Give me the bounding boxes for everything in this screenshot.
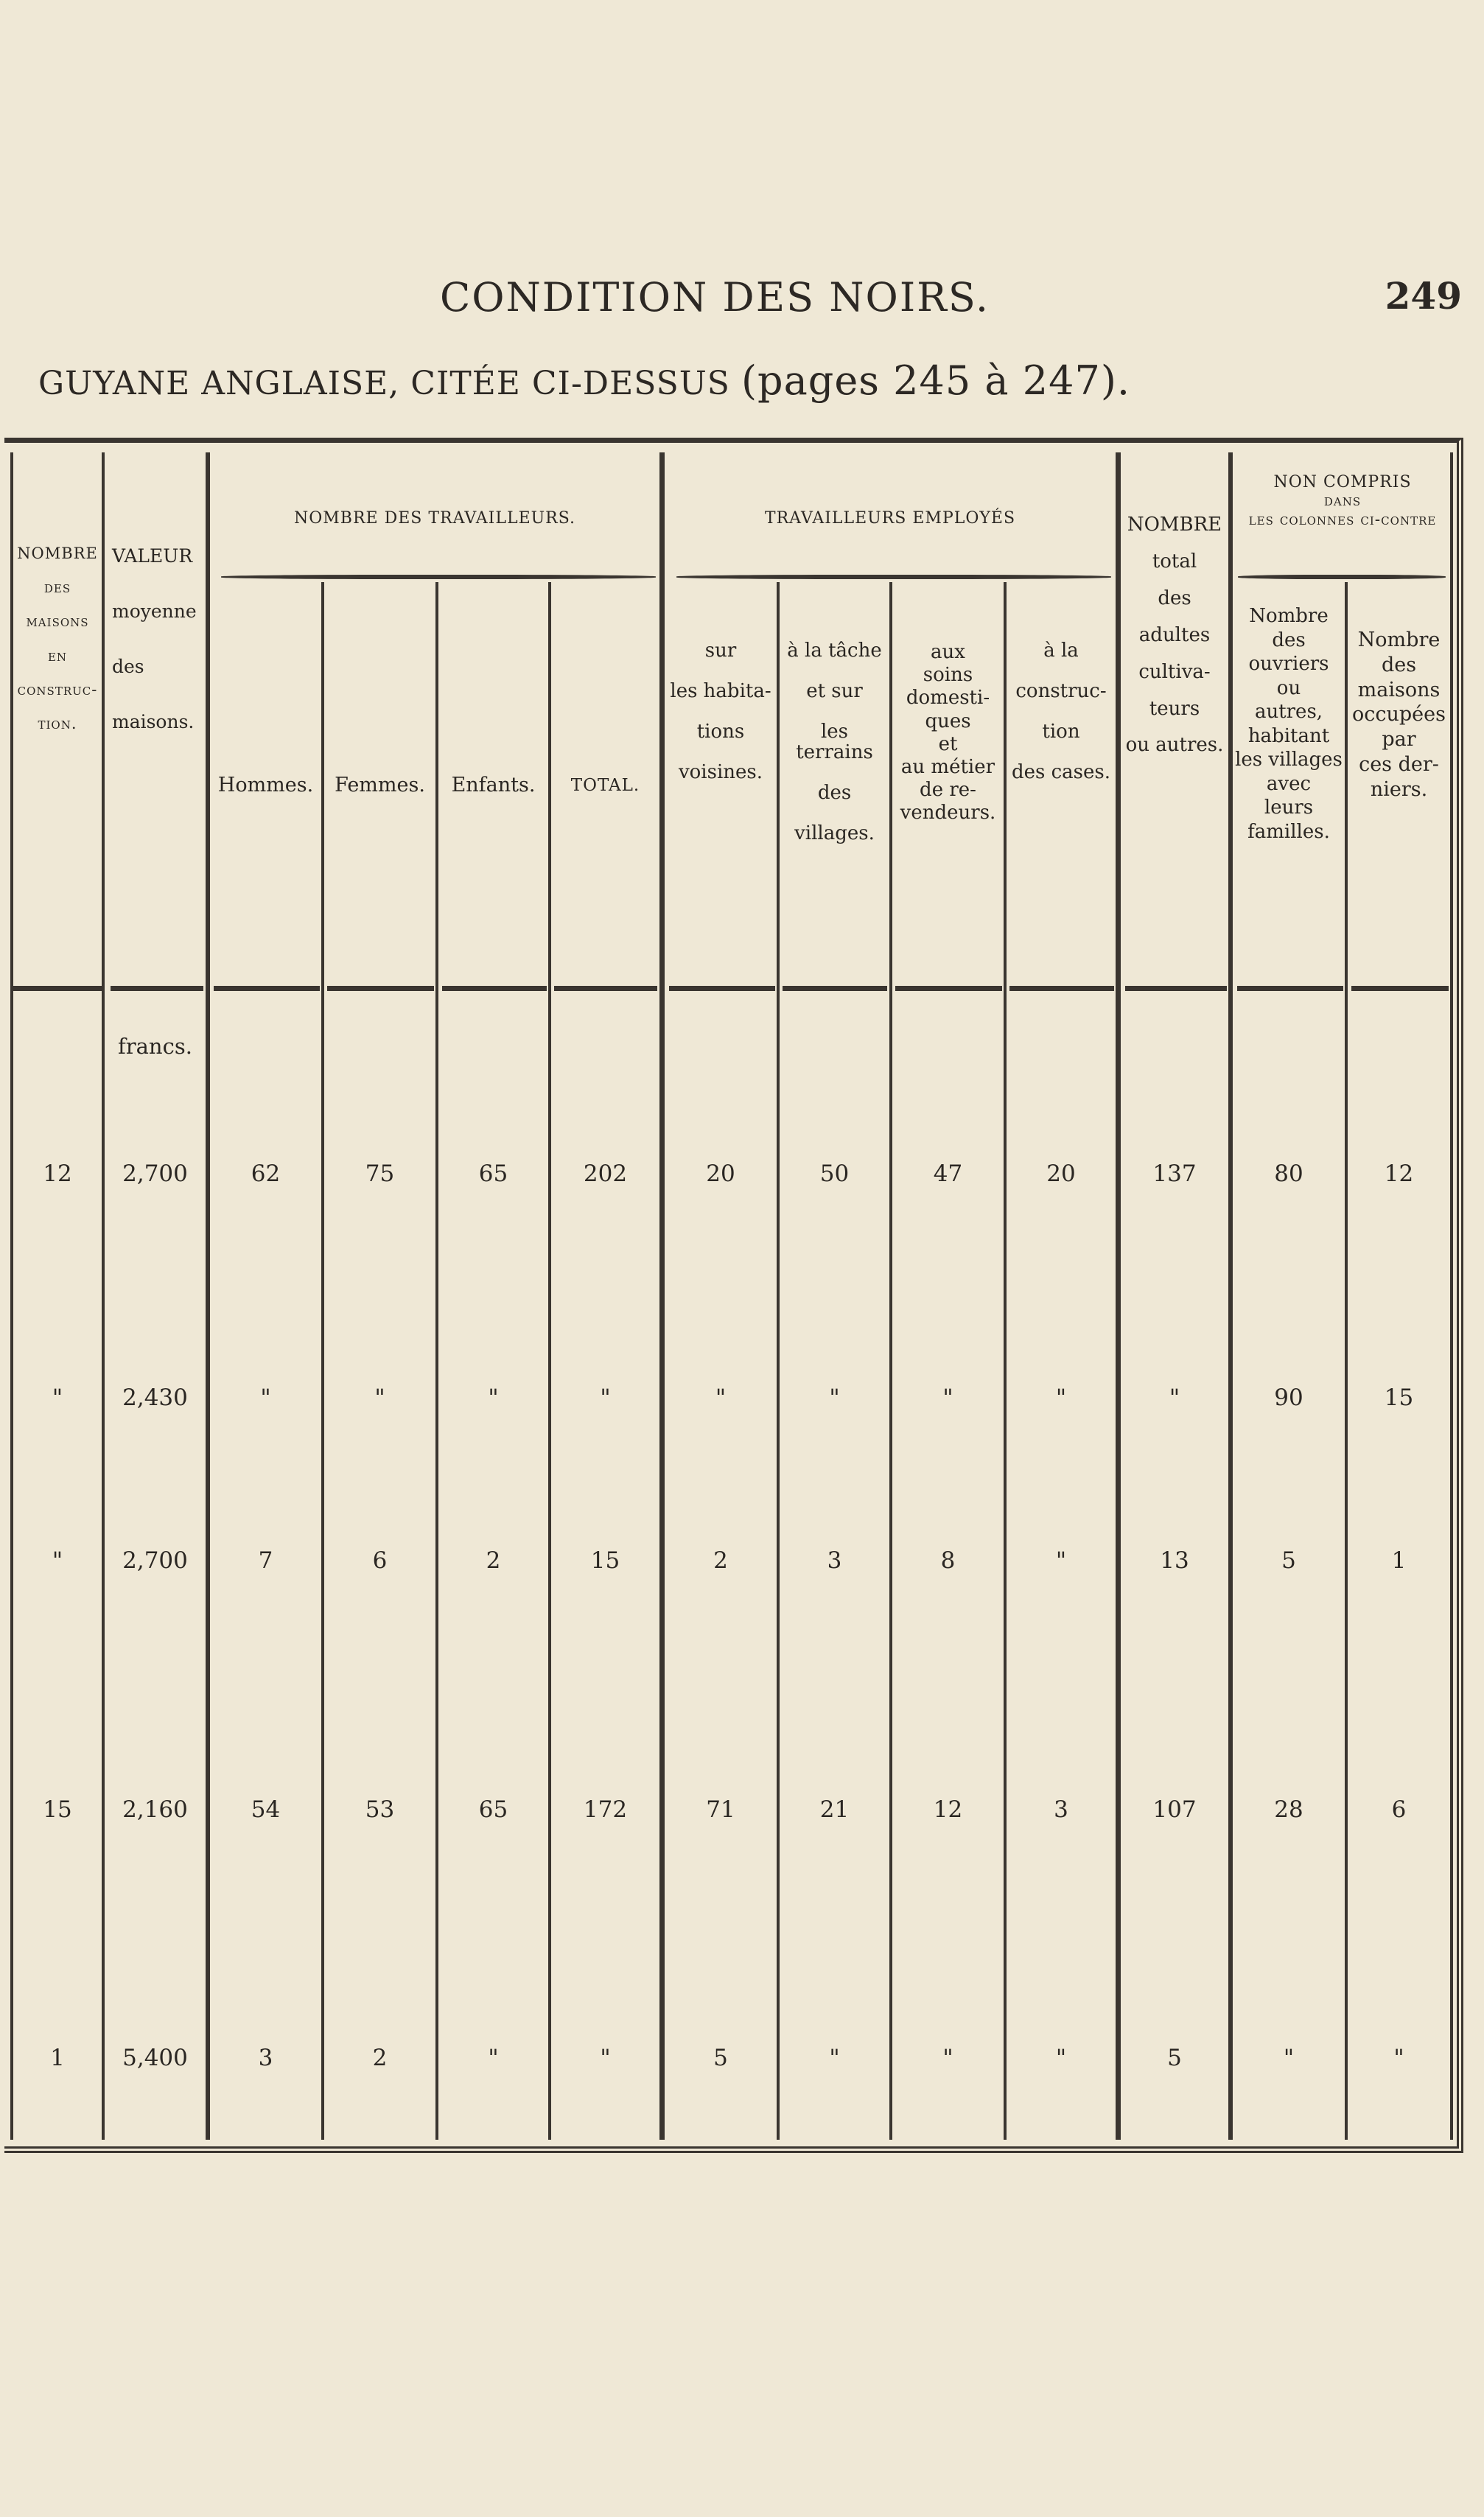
table-cell: 1 [1391, 1547, 1407, 1574]
table-cell: " [374, 1384, 385, 1411]
col-rule [206, 452, 210, 2140]
table-cell: " [600, 2045, 611, 2071]
table-cell: 2,160 [122, 1796, 188, 1823]
table-cell: 15 [590, 1547, 620, 1574]
table-cell: 12 [933, 1796, 963, 1823]
table-cell: " [942, 2045, 953, 2071]
table-cell: 2,700 [122, 1161, 188, 1187]
col-rule [1004, 582, 1007, 2140]
col-header-average-value: VALEUR moyenne des maisons. [112, 545, 197, 732]
table-cell: " [600, 1384, 611, 1411]
col-header-children: Enfants. [451, 774, 536, 797]
table-cell: 7 [258, 1547, 273, 1574]
col-header-village-workers: Nombre des ouvriers ou autres, habitant les villages avec leurs familles. [1235, 605, 1343, 843]
table-cell: 62 [251, 1161, 281, 1187]
table-cell: 6 [372, 1547, 388, 1574]
table-cell: 12 [43, 1161, 72, 1187]
table-row [0, 1546, 1484, 1583]
table-cell: 5,400 [122, 2045, 188, 2071]
table-cell: 3 [1054, 1796, 1068, 1823]
table-cell: 21 [819, 1796, 850, 1823]
table-cell: " [1393, 2045, 1404, 2071]
table-cell: " [1169, 1384, 1180, 1411]
table-cell: 202 [583, 1161, 628, 1187]
table-cell: 54 [251, 1796, 281, 1823]
page-title: CONDITION DES NOIRS. [439, 274, 990, 321]
table-cell: 5 [713, 2045, 728, 2071]
table-cell: " [488, 1384, 499, 1411]
table-cell: 107 [1152, 1796, 1197, 1823]
table-cell: 2 [372, 2045, 388, 2071]
table-cell: 15 [43, 1796, 72, 1823]
table-cell: 137 [1152, 1161, 1197, 1187]
table-cell: 2 [486, 1547, 501, 1574]
table-cell: 172 [583, 1796, 628, 1823]
table-cell: " [52, 1384, 63, 1411]
col-rule [1345, 582, 1348, 2140]
table-cell: " [488, 2045, 499, 2071]
col-rule [659, 452, 665, 2140]
table-cell: 20 [706, 1161, 735, 1187]
group-header-employed: TRAVAILLEURS EMPLOYÉS [764, 509, 1016, 528]
table-cell: 2 [713, 1547, 728, 1574]
table-cell: " [260, 1384, 271, 1411]
table-cell: " [829, 1384, 840, 1411]
table-cell: 50 [819, 1161, 850, 1187]
col-header-men: Hommes. [217, 774, 314, 797]
col-header-women: Femmes. [335, 774, 425, 797]
col-rule [548, 582, 551, 2140]
table-cell: 5 [1281, 1547, 1296, 1574]
table-cell: 1 [50, 2045, 65, 2071]
table-cell: 65 [478, 1796, 508, 1823]
col-header-domestic-service: aux soins domesti- ques et au métier de re- vendeurs. [900, 641, 996, 825]
col-header-village-land: à la tâche et sur les terrains des villages. [787, 640, 882, 844]
table-cell: " [1055, 1547, 1067, 1574]
col-rule [321, 582, 324, 2140]
col-header-houses-under-construction: NOMBRE des maisons en construc- tion. [17, 545, 98, 732]
table-cell: 5 [1167, 2045, 1182, 2071]
col-header-total: TOTAL. [570, 776, 640, 795]
table-cell: " [942, 1384, 953, 1411]
table-cell: 3 [827, 1547, 842, 1574]
col-header-hut-construction: à la construc- tion des cases. [1011, 640, 1111, 784]
table-row [0, 2043, 1484, 2080]
group-header-workers: NOMBRE DES TRAVAILLEURS. [293, 509, 576, 528]
table-cell: 65 [478, 1161, 508, 1187]
table-cell: 28 [1274, 1796, 1303, 1823]
col-rule [435, 582, 438, 2140]
table-row [0, 1159, 1484, 1196]
col-header-occupied-houses: Nombre des maisons occupées par ces der- niers. [1352, 629, 1446, 801]
table-cell: 2,700 [122, 1547, 188, 1574]
page-number: 249 [1385, 274, 1462, 318]
table-cell: 12 [1384, 1161, 1414, 1187]
table-cell: 90 [1274, 1384, 1303, 1411]
table-cell: " [52, 1547, 63, 1574]
table-cell: 13 [1160, 1547, 1189, 1574]
table-cell: 8 [940, 1547, 956, 1574]
table-cell: " [829, 2045, 840, 2071]
table-cell: 80 [1274, 1161, 1303, 1187]
table-cell: 6 [1391, 1796, 1407, 1823]
subtitle-main: GUYANE ANGLAISE, CITÉE CI-DESSUS [38, 365, 730, 402]
table-cell: 53 [365, 1796, 395, 1823]
table-cell: 2,430 [122, 1384, 188, 1411]
table-cell: " [1055, 2045, 1067, 2071]
unit-label: francs. [118, 1034, 192, 1059]
group-header-not-included: NON COMPRIS dans les colonnes ci-contre [1248, 473, 1437, 529]
col-header-neighbouring-plantations: sur les habita- tions voisines. [670, 640, 771, 784]
col-header-total-adults: NOMBRE total des adultes cultiva- teurs ou autres. [1125, 514, 1224, 757]
table-cell: 3 [258, 2045, 273, 2071]
table-cell: 15 [1384, 1384, 1414, 1411]
col-rule [1116, 452, 1121, 2140]
brace [221, 575, 656, 579]
table-cell: " [715, 1384, 727, 1411]
table-row [0, 1795, 1484, 1832]
table-cell: 20 [1046, 1161, 1076, 1187]
table-row [0, 1383, 1484, 1420]
brace [1238, 575, 1446, 579]
col-rule [1450, 452, 1453, 2140]
table-cell: " [1283, 2045, 1295, 2071]
brace [676, 575, 1111, 579]
subtitle-pages: (pages 245 à 247). [741, 357, 1131, 404]
table-cell: 47 [933, 1161, 963, 1187]
table-cell: " [1055, 1384, 1067, 1411]
subtitle [38, 357, 1130, 404]
table-cell: 75 [365, 1161, 395, 1187]
table-cell: 71 [706, 1796, 735, 1823]
